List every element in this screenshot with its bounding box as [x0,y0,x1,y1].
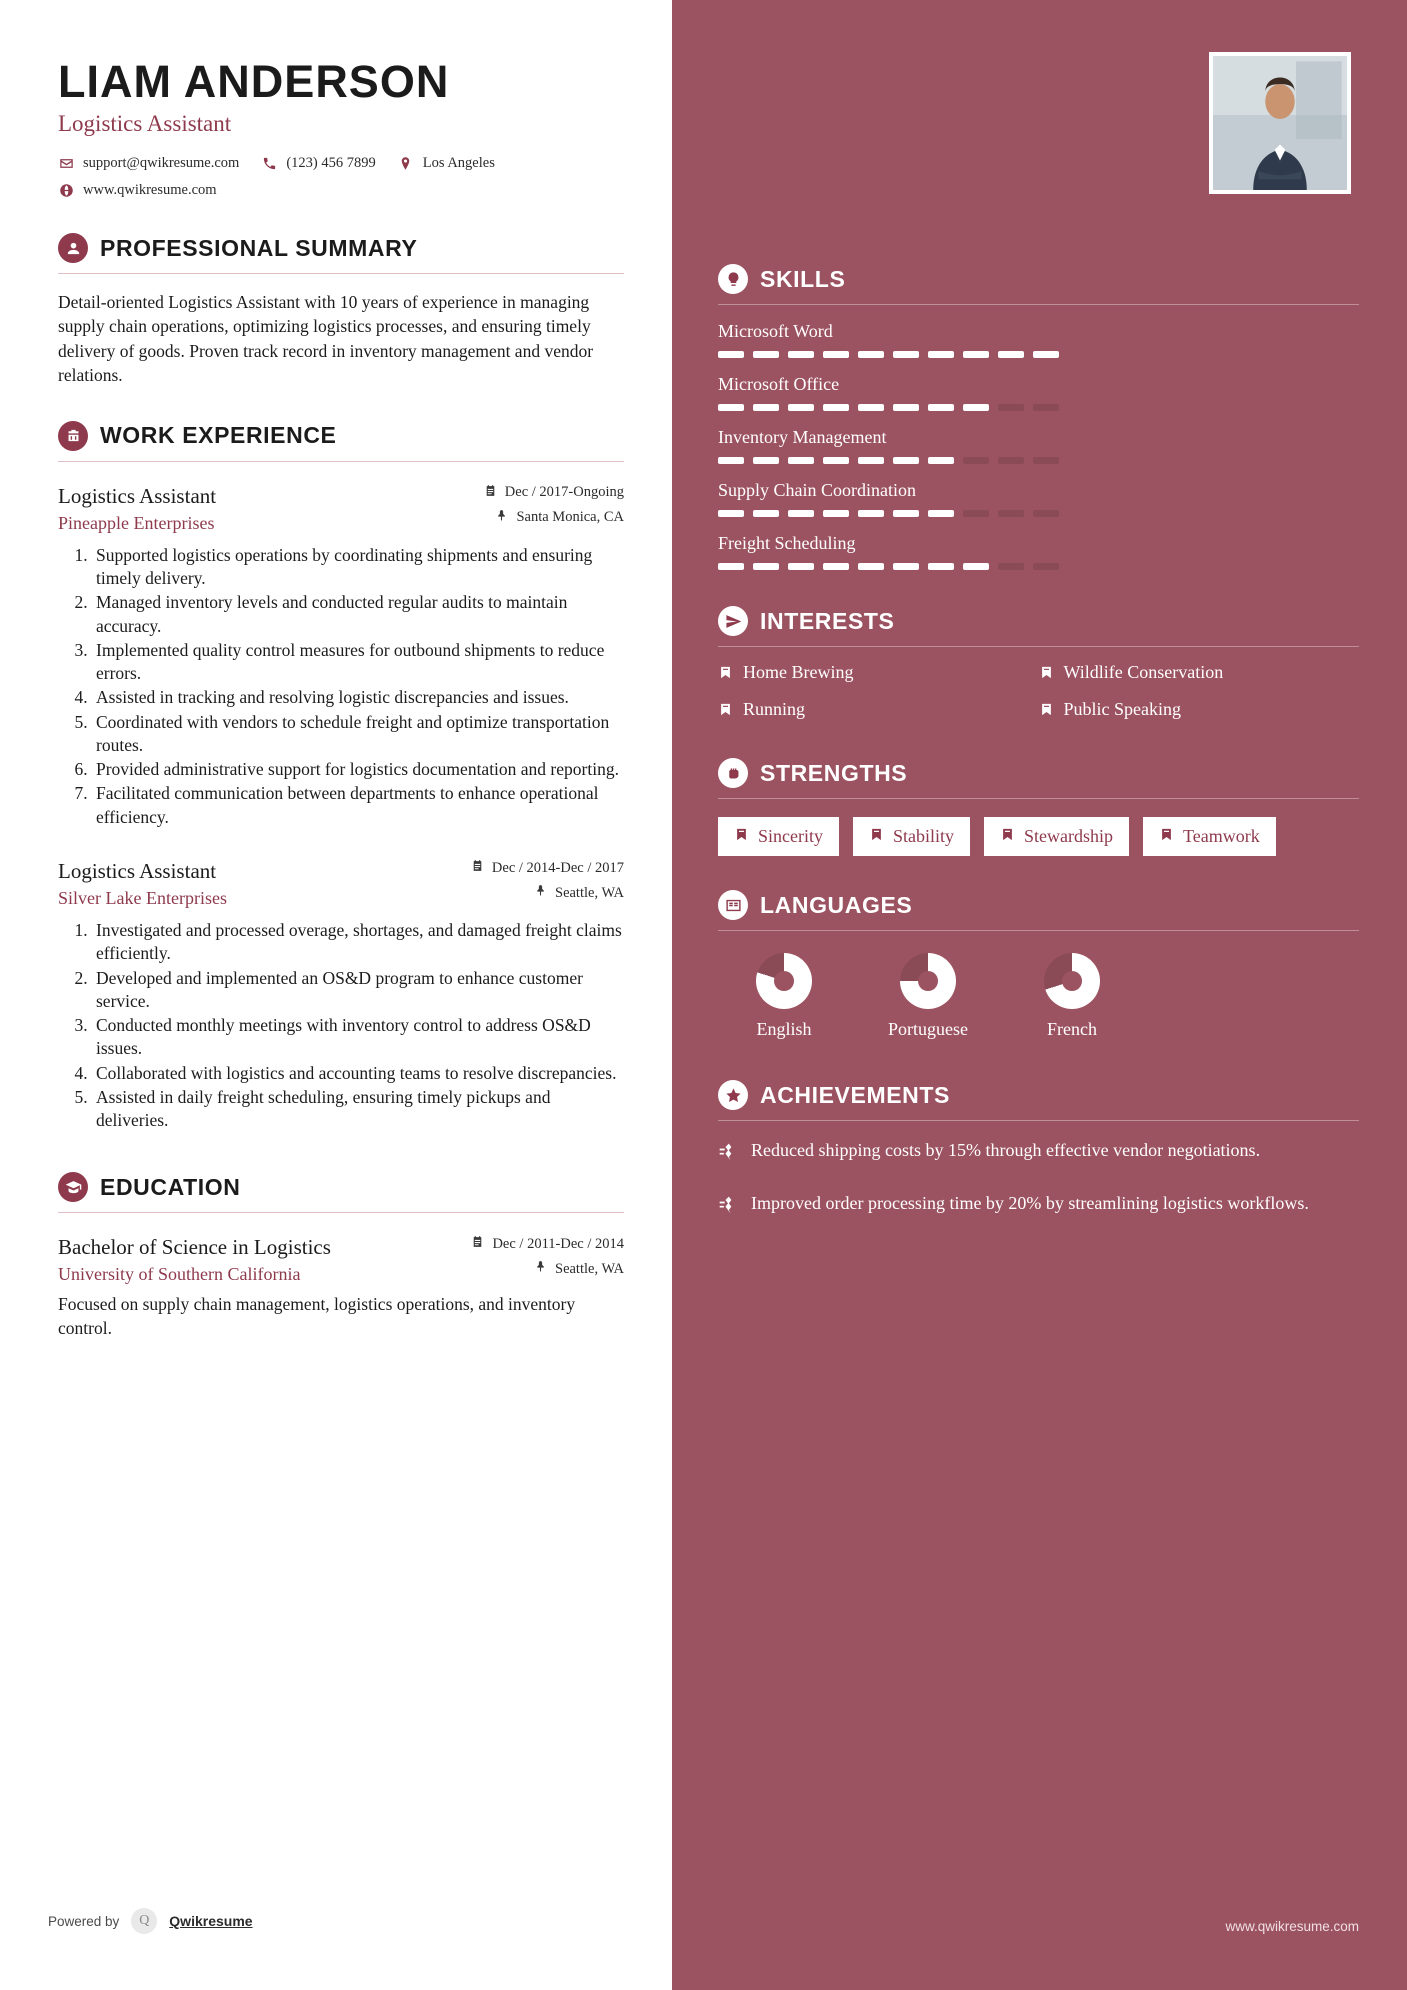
work-company: Silver Lake Enterprises [58,888,227,908]
section-strengths [718,758,1359,856]
section-header [718,606,1359,647]
skill-item [718,374,1359,411]
bookmark-icon [869,826,884,847]
summary-text: Detail-oriented Logistics Assistant with 10 years of experience in managing supply chain operations, optimizing logistics processes, and ensuring timely delivery of goods. Proven track record in inventory management and vendor relations. [58,292,594,385]
work-meta [484,484,624,534]
achievement-text: Improved order processing time by 20% by streamlining logistics workflows. [751,1193,1309,1214]
skill-item [718,480,1359,517]
skill-level-bar [718,510,1359,517]
strength-item [984,817,1129,856]
section-title: WORK EXPERIENCE [100,422,337,449]
language-badge-icon [718,890,748,920]
location-icon [398,156,414,172]
education-degree: Bachelor of Science in Logistics [58,1235,331,1260]
section-header [58,233,624,274]
section-professional-summary [58,233,624,387]
section-education [58,1172,624,1340]
section-title: EDUCATION [100,1173,241,1200]
section-header [718,890,1359,931]
footer-branding [48,1908,253,1934]
qwikresume-brand-link[interactable]: Qwikresume [169,1913,253,1929]
section-work-experience [58,421,624,1133]
pin-icon [495,509,508,527]
skill-item [718,427,1359,464]
section-header [718,758,1359,799]
list-item: 5. Coordinated with vendors to schedule freight and optimize transportation routes. [92,711,624,758]
interest-label: Running [743,698,806,719]
section-title: PROFESSIONAL SUMMARY [100,234,418,261]
work-role: Logistics Assistant [58,483,217,508]
calendar-icon [484,484,497,502]
powered-by-label: Powered by [48,1913,120,1929]
contact-website[interactable] [58,182,217,199]
interest-label: Public Speaking [1063,698,1181,719]
star-badge-icon [718,1080,748,1110]
skill-level-bar [718,563,1359,570]
section-header [718,1080,1359,1121]
skill-name: Microsoft Office [718,374,840,394]
fist-badge-icon [718,758,748,788]
strength-label: Stewardship [1024,826,1114,846]
calendar-icon [471,1235,484,1253]
strength-label: Stability [893,826,955,846]
contact-row-primary [58,155,624,172]
bookmark-icon [1159,826,1174,847]
globe-icon [58,183,74,199]
language-label: Portuguese [888,1019,968,1039]
work-bullets [58,919,624,1132]
phone-icon [261,156,277,172]
contact-email-text: support@qwikresume.com [83,155,240,172]
contact-email[interactable] [58,155,239,172]
contact-row-secondary [58,182,624,199]
language-progress-donut [756,953,812,1009]
mail-icon [58,156,74,172]
work-location: Santa Monica, CA [516,509,624,526]
strength-label: Teamwork [1183,826,1260,846]
section-languages [718,890,1359,1040]
languages-list [718,953,1359,1040]
education-meta [471,1235,624,1285]
section-title: ACHIEVEMENTS [760,1081,950,1108]
strength-item [718,817,839,856]
list-item: 6. Provided administrative support for logistics documentation and reporting. [92,758,624,781]
skill-item [718,321,1359,358]
bookmark-icon [1039,698,1054,723]
bookmark-icon [718,698,733,723]
interest-item [1039,698,1360,723]
achievement-item [718,1192,1359,1221]
list-item: 4. Assisted in tracking and resolving logistic discrepancies and issues. [92,686,624,709]
work-role: Logistics Assistant [58,859,217,883]
language-progress-donut [1044,953,1100,1009]
pin-icon [534,1260,547,1278]
resume-sidebar [672,0,1407,1990]
list-item: 3. Implemented quality control measures for outbound shipments to reduce errors. [92,639,624,686]
interest-label: Wildlife Conservation [1063,662,1224,682]
work-dates: Dec / 2014-Dec / 2017 [491,859,624,876]
award-icon [718,1139,738,1168]
resume-main-column [0,0,672,1990]
list-item: 5. Assisted in daily freight scheduling, ensuring timely pickups and deliveries. [92,1086,624,1133]
language-item [876,953,980,1040]
work-dates: Dec / 2017-Ongoing [504,484,624,501]
interest-item [1039,661,1360,686]
award-icon [718,1192,738,1221]
bookmark-icon [1000,826,1015,847]
section-title: INTERESTS [760,607,895,634]
list-item: 1. Supported logistics operations by coordinating shipments and ensuring timely delivery. [92,544,624,591]
language-label: English [756,1019,812,1039]
section-title: STRENGTHS [760,759,908,786]
education-location: Seattle, WA [555,1260,624,1277]
contact-location [398,155,495,172]
job-title: Logistics Assistant [58,111,232,137]
work-location: Seattle, WA [555,884,624,901]
list-item: 1. Investigated and processed overage, shortages, and damaged freight claims efficiently. [92,919,624,966]
education-school: University of Southern California [58,1264,301,1285]
qwikresume-logo-icon: Q [131,1908,157,1934]
page-title: LIAM ANDERSON [58,56,450,107]
language-item [732,953,836,1040]
achievement-item [718,1139,1359,1168]
skill-name: Microsoft Word [718,321,833,341]
avatar [1209,52,1351,194]
bookmark-icon [734,826,749,847]
strength-label: Sincerity [758,826,823,846]
paper-plane-badge-icon [718,606,748,636]
skill-name: Freight Scheduling [718,533,856,553]
list-item: 4. Collaborated with logistics and accounting teams to resolve discrepancies. [92,1062,624,1085]
pin-icon [534,884,547,902]
skill-level-bar [718,457,1359,464]
interest-label: Home Brewing [743,662,854,682]
skill-name: Inventory Management [718,427,887,447]
briefcase-badge-icon [58,421,88,451]
section-interests [718,606,1359,734]
skill-level-bar [718,351,1359,358]
work-entry [58,859,624,1132]
education-dates: Dec / 2011-Dec / 2014 [492,1235,624,1252]
skill-name: Supply Chain Coordination [718,480,916,500]
contact-website-text: www.qwikresume.com [83,182,217,199]
interest-item [718,661,1039,686]
work-meta [471,859,624,909]
section-title: LANGUAGES [760,891,913,918]
list-item: 2. Developed and implemented an OS&D program to enhance customer service. [92,967,624,1014]
section-header [718,264,1359,305]
work-bullets [58,544,624,829]
contact-location-text: Los Angeles [422,155,495,172]
bookmark-icon [718,661,733,686]
section-title: SKILLS [760,265,846,292]
language-progress-donut [900,953,956,1009]
work-entry [58,484,624,829]
strength-item [1143,817,1276,856]
section-achievements [718,1080,1359,1222]
skill-item [718,533,1359,570]
section-skills [718,264,1359,570]
skill-level-bar [718,404,1359,411]
graduation-badge-icon [58,1172,88,1202]
achievement-text: Reduced shipping costs by 15% through effective vendor negotiations. [751,1140,1261,1160]
contact-phone-text: (123) 456 7899 [286,155,376,172]
list-item: 2. Managed inventory levels and conducted regular audits to maintain accuracy. [92,591,624,638]
bookmark-icon [1039,661,1054,686]
calendar-icon [471,859,484,877]
education-entry [58,1235,624,1340]
section-header [58,421,624,462]
language-label: French [1047,1019,1097,1039]
work-company: Pineapple Enterprises [58,512,215,533]
list-item: 7. Facilitated communication between departments to enhance operational efficiency. [92,782,624,829]
footer-website: www.qwikresume.com [1225,1919,1359,1934]
interests-list [718,661,1359,734]
lightbulb-badge-icon [718,264,748,294]
interest-item [718,698,1039,723]
strengths-list [718,817,1359,856]
strength-item [853,817,970,856]
section-header [58,1172,624,1213]
language-item [1020,953,1124,1040]
contact-phone[interactable] [261,155,375,172]
list-item: 3. Conducted monthly meetings with inventory control to address OS&D issues. [92,1014,624,1061]
person-badge-icon [58,233,88,263]
education-description: Focused on supply chain management, logistics operations, and inventory control. [58,1294,576,1338]
